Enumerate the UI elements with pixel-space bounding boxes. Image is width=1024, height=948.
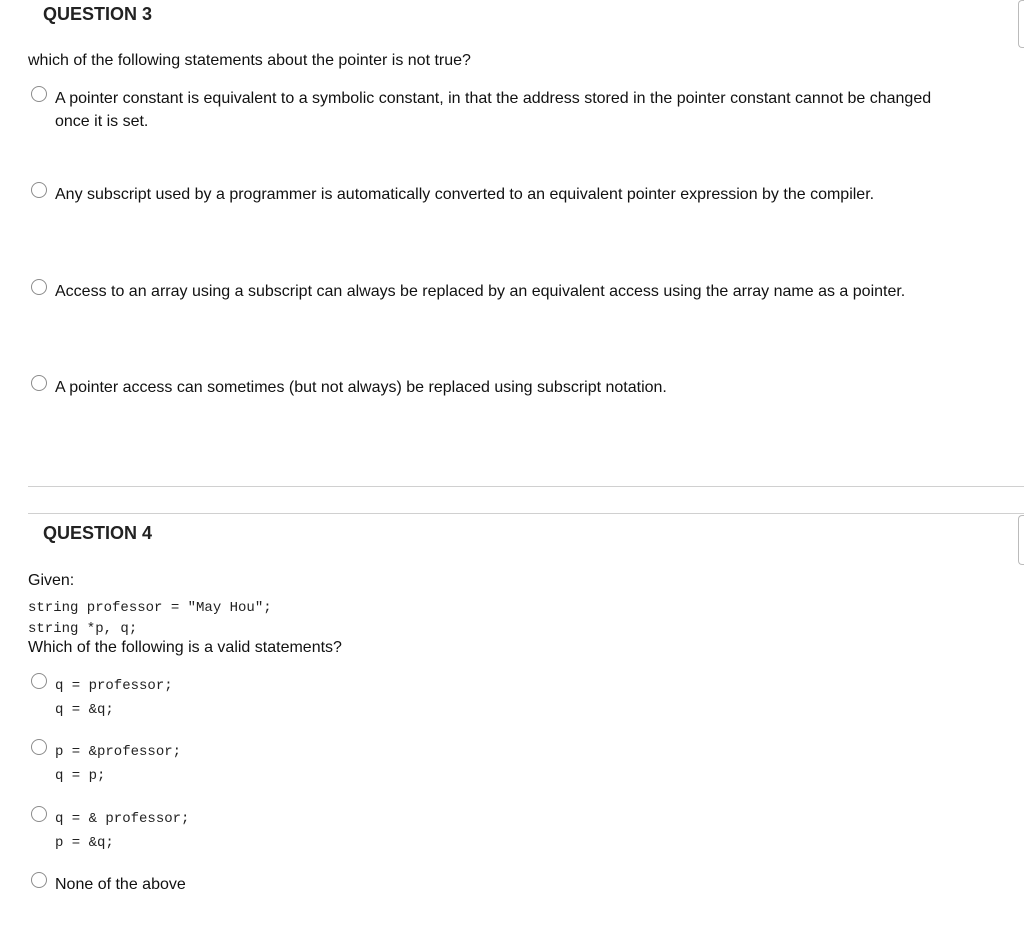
q3-option-4-label: A pointer access can sometimes (but not always) be replaced using subscript notation. xyxy=(55,379,667,396)
q4-option-1-code-line-2: q = &q; xyxy=(55,702,114,718)
question-4-code-line-2: string *p, q; xyxy=(28,621,138,637)
question-4-frame-edge xyxy=(1018,515,1024,565)
q3-option-1-radio[interactable] xyxy=(31,86,47,102)
q4-option-3-radio[interactable] xyxy=(31,806,47,822)
q4-option-3-code-line-2: p = &q; xyxy=(55,835,114,851)
q4-option-1-radio[interactable] xyxy=(31,673,47,689)
question-3-title: QUESTION 3 xyxy=(43,4,153,24)
question-3-prompt: which of the following statements about the pointer is not true? xyxy=(28,52,471,69)
q3-option-2-label: Any subscript used by a programmer is automatically converted to an equivalent pointer expression by the compiler. xyxy=(55,186,875,203)
q3-option-2-radio[interactable] xyxy=(31,182,47,198)
question-4-title: QUESTION 4 xyxy=(43,523,153,543)
q3-option-1-label: A pointer constant is equivalent to a symbolic constant, in that the address stored in the pointer constant cannot be changed once it is set. xyxy=(55,90,932,130)
q4-option-4-label: None of the above xyxy=(55,876,186,893)
q3-option-4-radio[interactable] xyxy=(31,375,47,391)
q4-option-2-radio[interactable] xyxy=(31,739,47,755)
q3-option-3-radio[interactable] xyxy=(31,279,47,295)
q3-option-3-label: Access to an array using a subscript can always be replaced by an equivalent access using the array name as a pointer. xyxy=(55,283,906,300)
section-divider xyxy=(28,513,1024,514)
question-4-given-label: Given: xyxy=(28,572,75,589)
question-3-frame-edge xyxy=(1018,0,1024,48)
section-divider xyxy=(28,486,1024,487)
q4-option-4-radio[interactable] xyxy=(31,872,47,888)
q4-option-1-code-line-1: q = professor; xyxy=(55,678,173,694)
q4-option-3-code-line-1: q = & professor; xyxy=(55,811,190,827)
question-4-code-line-1: string professor = "May Hou"; xyxy=(28,600,272,616)
question-4-prompt: Which of the following is a valid statements? xyxy=(28,639,342,656)
q4-option-2-code-line-1: p = &professor; xyxy=(55,744,182,760)
q4-option-2-code-line-2: q = p; xyxy=(55,768,106,784)
